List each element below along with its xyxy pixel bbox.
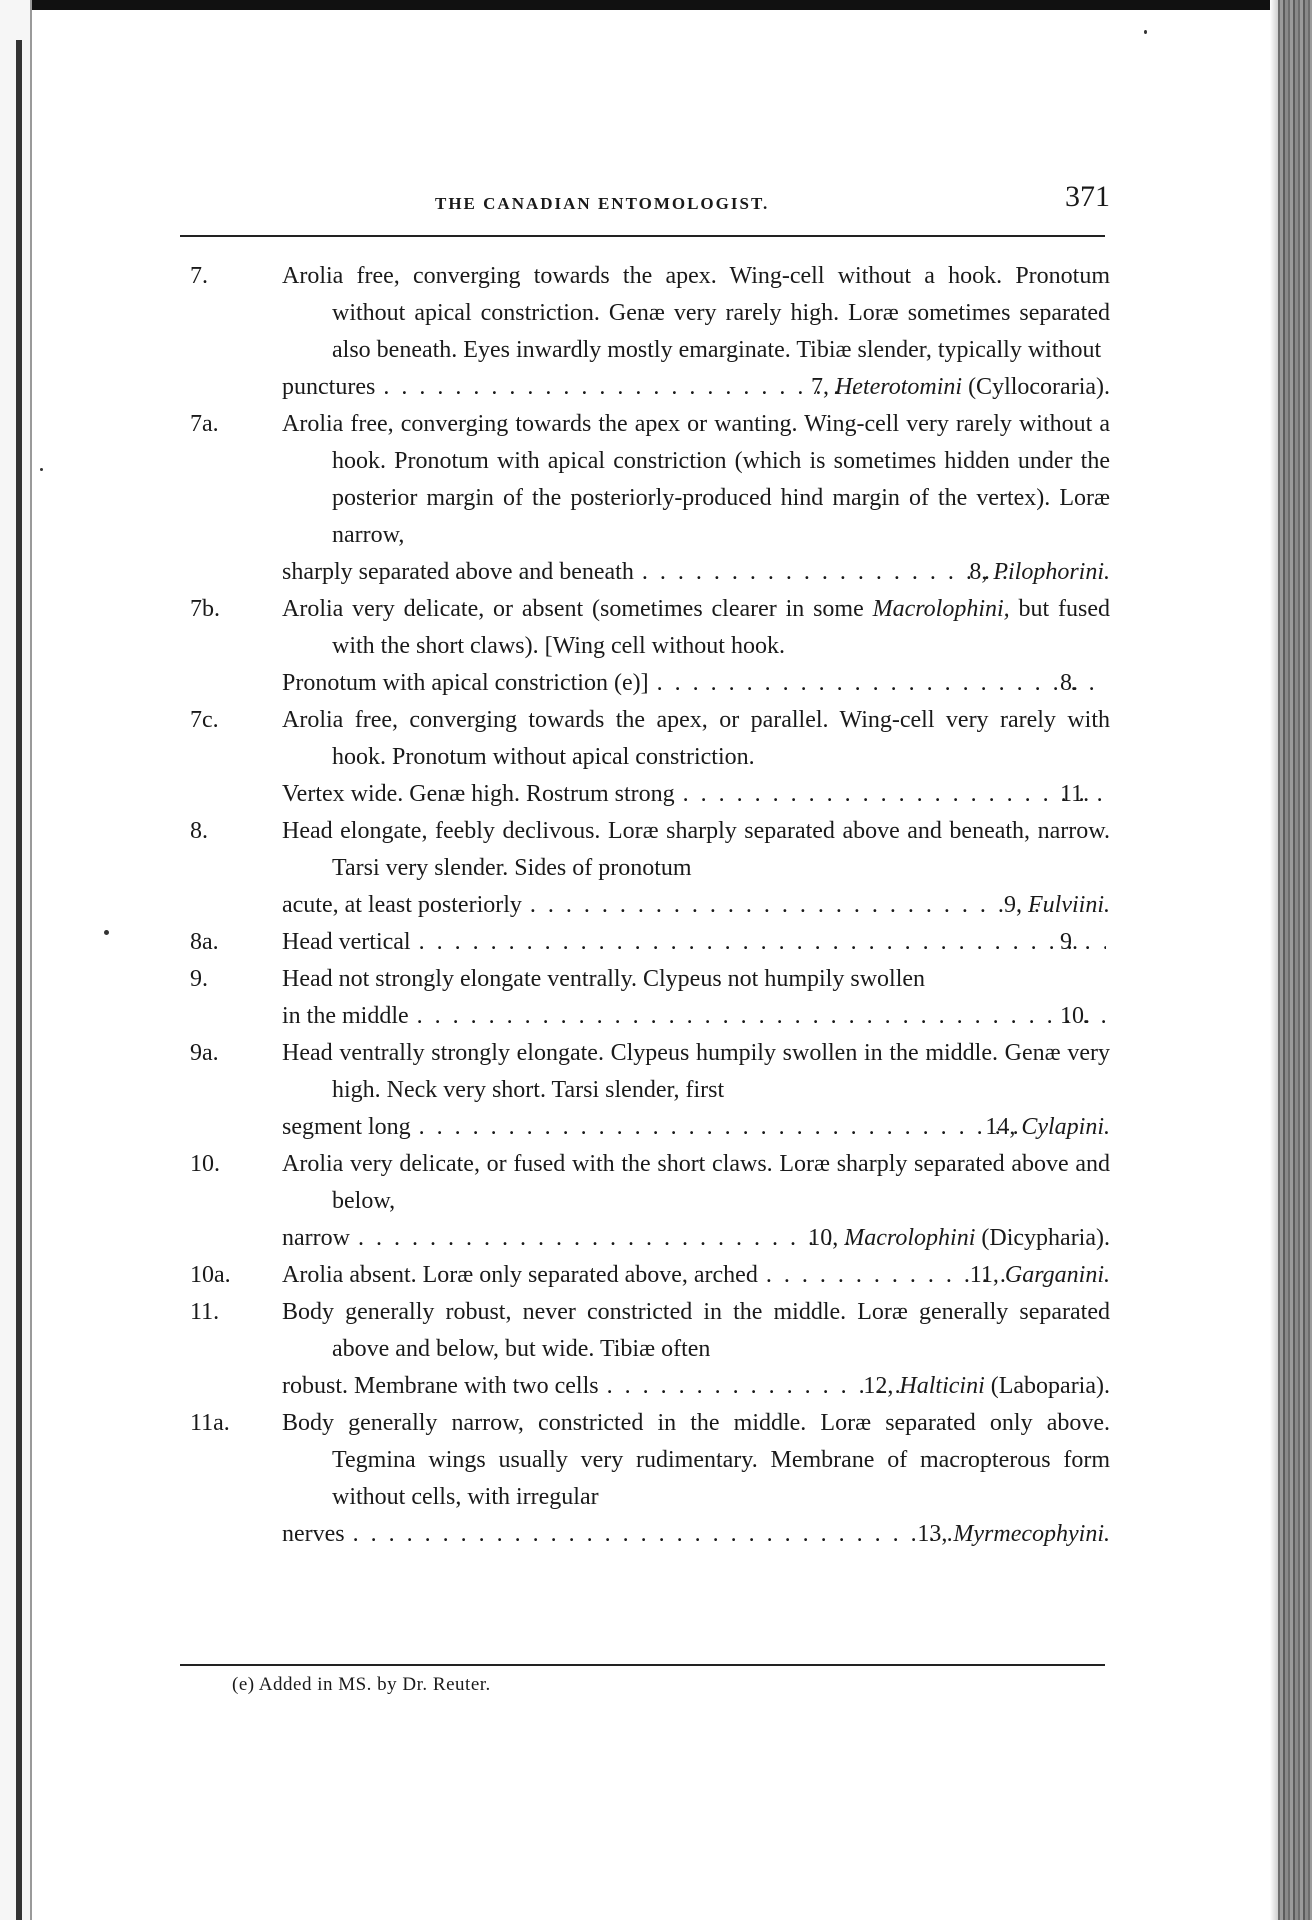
entry-text [282,813,1110,924]
entry-number: 11a. [190,1410,230,1436]
leader-text: narrow [282,1225,350,1251]
entry-number: 10. [190,1151,220,1177]
key-entry [190,1257,1110,1294]
entry-description: Body generally narrow, constricted in the middle. Loræ separated only above. Tegmina wings usually very rudimentary. Membrane of macropterous form without cells, with irregular [282,1410,1110,1510]
entry-description [282,591,1110,665]
leader-line [282,776,1110,813]
leader-line [282,1368,1110,1405]
key-entry [190,1146,1110,1257]
leader-text: sharply separated above and beneath [282,559,634,585]
entry-description: Head elongate, feebly declivous. Loræ sharply separated above and beneath, narrow. Tarsi very slender. Sides of pronotum [282,818,1110,881]
leader-text: segment long [282,1114,411,1140]
tribe-name: Garganini. [1004,1262,1110,1288]
leader-line [282,1109,1110,1146]
scan-speck [40,468,43,471]
entry-number: 8. [190,818,208,844]
gutter-shadow [16,40,22,1920]
entry-number: 7b. [190,596,220,622]
couplet-reference [863,1368,1110,1405]
tribe-name: Heterotomini [834,374,963,400]
couplet-reference [808,1220,1110,1257]
key-entry [190,813,1110,924]
reference-number: 11. [1060,781,1090,807]
key-entry [190,406,1110,591]
key-entry [190,1405,1110,1553]
leader-line [282,1516,1110,1553]
dot-leader [415,924,1106,961]
entry-description: Arolia free, converging towards the apex. Wing-cell without a hook. Pronotum without apical constriction. Genæ very rarely high. Loræ sometimes separated also beneath. Eyes inwardly mostly emarginate. Tibiæ slender, typically without [282,263,1110,363]
key-entry [190,924,1110,961]
leader-line [282,998,1110,1035]
entry-text [282,924,1110,961]
tribe-name: Fulviini. [1028,892,1110,918]
dot-leader [638,554,1015,591]
tribe-name: Myrmecophyini. [953,1521,1110,1547]
entry-text [282,961,1110,1035]
entry-text [282,1257,1110,1294]
key-entry [190,702,1110,813]
dot-leader [415,1109,1032,1146]
scan-speck [104,930,109,935]
tribe-name: Cylapini. [1021,1114,1110,1140]
entry-number: 9. [190,966,208,992]
reference-number: 12, [863,1373,894,1399]
reference-number: 8. [1060,670,1078,696]
entry-number: 8a. [190,929,219,955]
dot-leader [679,776,1106,813]
leader-text: robust. Membrane with two cells [282,1373,599,1399]
leader-text: nerves [282,1521,345,1547]
entry-number: 9a. [190,1040,219,1066]
division-name: (Cyllocoraria). [968,374,1110,400]
couplet-reference [1004,887,1110,924]
page-header [180,180,1110,220]
entry-number: 7a. [190,411,219,437]
reference-number: 9, [1004,892,1023,918]
reference-number: 10, [808,1225,839,1251]
page-number: 371 [1065,180,1110,213]
leader-text: Vertex wide. Genæ high. Rostrum strong [282,781,675,807]
couplet-reference [969,1257,1110,1294]
reference-number: 9. [1060,929,1078,955]
entry-description: Head ventrally strongly elongate. Clypeus humpily swollen in the middle. Genæ very high. Neck very short. Tarsi slender, first [282,1040,1110,1103]
leader-line [282,887,1110,924]
leader-line [282,665,1110,702]
description-part: Arolia very delicate, or absent (sometimes clearer in some [282,596,873,622]
leader-line [282,554,1110,591]
tribe-name: Pilophorini. [993,559,1110,585]
couplet-reference [917,1516,1110,1553]
reference-number: 10. [1060,1003,1090,1029]
footnote-rule [180,1664,1105,1666]
tribe-name: Halticini [899,1373,985,1399]
entry-description: Arolia free, converging towards the apex or wanting. Wing-cell very rarely without a hook. Pronotum with apical constriction (which is sometimes hidden under the posterior margin of the posteriorly-produced hind margin of the vertex). Loræ narrow, [282,411,1110,548]
dot-leader [379,369,857,406]
entry-text [282,1035,1110,1146]
key-entry [190,258,1110,406]
key-entries [190,258,1110,1553]
entry-description: Body generally robust, never constricted in the middle. Loræ generally separated above and below, but wide. Tibiæ often [282,1299,1110,1362]
header-rule [180,235,1105,237]
leader-text: in the middle [282,1003,409,1029]
reference-number: 11, [969,1262,999,1288]
book-page-edges [1278,0,1312,1920]
entry-description: Arolia very delicate, or fused with the short claws. Loræ sharply separated above and below, [282,1151,1110,1214]
entry-text [282,702,1110,813]
key-entry [190,1035,1110,1146]
leader-line [282,1257,1110,1294]
entry-text [282,258,1110,406]
dot-leader [349,1516,964,1553]
entry-number: 7c. [190,707,219,733]
entry-description: Arolia free, converging towards the apex, or parallel. Wing-cell very rarely with hook. Pronotum without apical constriction. [282,707,1110,770]
description-part: but fused with the short claws). [Wing cell without hook. [332,596,1110,659]
dot-leader [413,998,1106,1035]
entry-number: 7. [190,263,208,289]
entry-text [282,1294,1110,1405]
division-name: (Dicypharia). [981,1225,1110,1251]
footnote: (e) Added in MS. by Dr. Reuter. [232,1674,491,1695]
entry-text [282,406,1110,591]
entry-text [282,591,1110,702]
leader-line [282,1220,1110,1257]
couplet-reference [969,554,1110,591]
dot-leader [653,665,1106,702]
leader-text: Pronotum with apical constriction (e)] [282,670,649,696]
tribe-name: Macrolophini [844,1225,976,1251]
leader-text: punctures [282,374,376,400]
couplet-reference [810,369,1110,406]
dot-leader [354,1220,854,1257]
entry-description: Head not strongly elongate ventrally. Clypeus not humpily swollen [282,966,926,992]
entry-text [282,1146,1110,1257]
key-entry [190,961,1110,1035]
reference-number: 8, [969,559,988,585]
entry-number: 10a. [190,1262,231,1288]
dot-leader [526,887,1050,924]
reference-number: 14, [985,1114,1016,1140]
entry-text [282,1405,1110,1553]
leader-line [282,369,1110,406]
leader-text: Arolia absent. Loræ only separated above, arched [282,1262,758,1288]
division-name: (Laboparia). [990,1373,1110,1399]
page-top-edge [0,0,1312,10]
key-entry [190,591,1110,702]
reference-number: 13, [917,1521,948,1547]
running-title: THE CANADIAN ENTOMOLOGIST. [435,194,770,213]
scan-speck [1144,30,1147,34]
leader-text: acute, at least posteriorly [282,892,522,918]
page-right-shadow [1270,0,1278,1920]
taxon-name: Macrolophini, [872,596,1010,622]
leader-line [282,924,1110,961]
leader-text: Head vertical [282,929,411,955]
entry-number: 11. [190,1299,220,1325]
key-entry [190,1294,1110,1405]
couplet-reference [985,1109,1110,1146]
reference-number: 7, [810,374,829,400]
